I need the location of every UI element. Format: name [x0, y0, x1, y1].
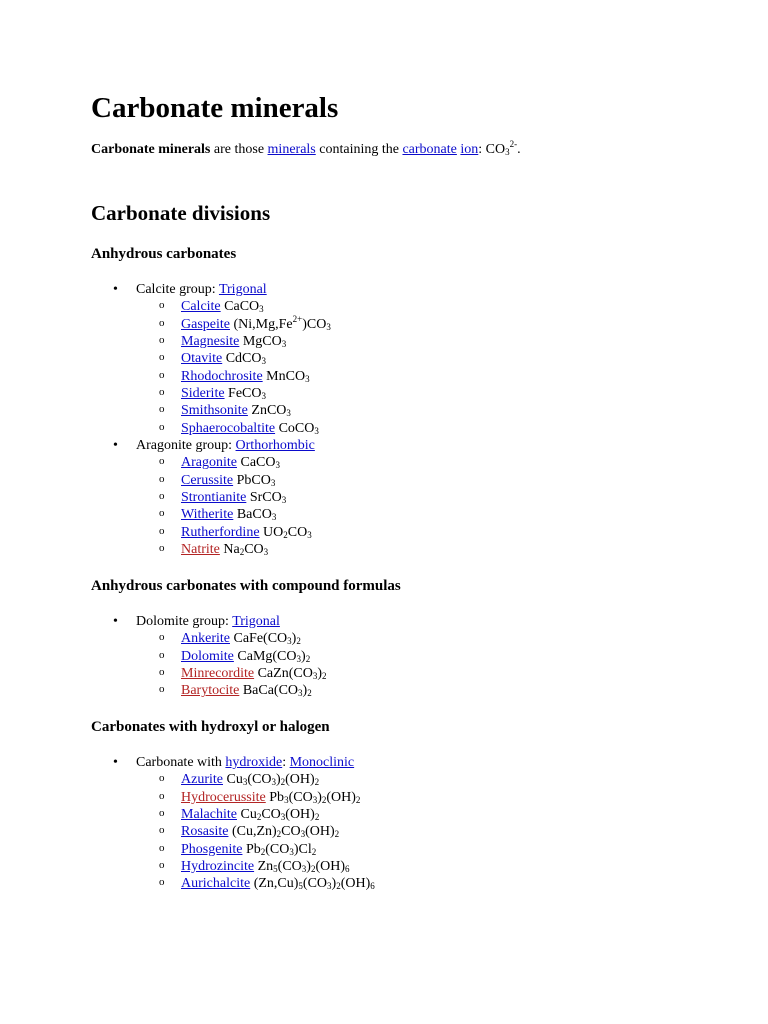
group-label: Aragonite group: — [136, 438, 236, 454]
mineral-formula: $(Cu,Zn)_2CO_3(OH)_2$ — [231, 824, 340, 840]
group-item-calcite — [91, 281, 731, 298]
mineral-formula: $CaMg(CO_3)_2$ — [237, 648, 311, 664]
list-item — [91, 368, 731, 385]
mineral-link-dolomite[interactable]: Dolomite — [181, 648, 234, 664]
mineral-link-gaspeite[interactable]: Gaspeite — [181, 316, 230, 332]
mineral-link-hydrocerussite[interactable]: Hydrocerussite — [181, 789, 266, 805]
list-item — [91, 402, 731, 419]
hydroxide-minerals — [91, 771, 731, 892]
list-item — [91, 665, 731, 682]
list-item — [91, 823, 731, 840]
mineral-link-minrecordite[interactable]: Minrecordite — [181, 666, 255, 682]
intro-bold-term: Carbonate minerals — [91, 142, 211, 157]
link-monoclinic[interactable]: Monoclinic — [289, 755, 355, 770]
mineral-formula: FeCO$_3$ — [228, 386, 266, 402]
intro-text: . — [517, 142, 521, 157]
section-heading: Carbonate divisions — [91, 201, 271, 225]
mineral-link-cerussite[interactable]: Cerussite — [181, 472, 234, 488]
dolomite-minerals — [91, 630, 731, 699]
list-item — [91, 350, 731, 367]
mineral-formula: CdCO$_3$ — [225, 351, 267, 367]
list-item — [91, 489, 731, 506]
mineral-formula: $(Zn,Cu)_5(CO_3)_2(OH)_6$ — [253, 876, 375, 892]
aragonite-minerals — [91, 454, 731, 558]
mineral-link-calcite[interactable]: Calcite — [181, 299, 221, 315]
mineral-formula: $UO_2CO_3$ — [263, 524, 312, 540]
mineral-link-phosgenite[interactable]: Phosgenite — [181, 841, 243, 857]
link-carbonate[interactable]: carbonate — [402, 142, 457, 157]
link-orthorhombic[interactable]: Orthorhombic — [235, 438, 315, 454]
mineral-link-rutherfordine[interactable]: Rutherfordine — [181, 524, 260, 540]
link-hydroxide[interactable]: hydroxide — [225, 755, 283, 770]
calcite-minerals — [91, 298, 731, 437]
superscript: 2- — [509, 139, 518, 149]
hydroxide-list — [91, 754, 731, 893]
list-item — [91, 630, 731, 647]
mineral-formula: CaCO$_3$ — [224, 299, 264, 315]
list-item — [91, 333, 731, 350]
list-item — [91, 385, 731, 402]
intro-paragraph — [91, 140, 521, 160]
group-label: Carbonate with — [136, 755, 226, 770]
mineral-link-rhodochrosite[interactable]: Rhodochrosite — [181, 368, 263, 384]
page-title: Carbonate minerals — [91, 92, 339, 124]
list-item — [91, 682, 731, 699]
list-item — [91, 313, 731, 333]
intro-text: are those — [210, 142, 268, 157]
mineral-link-strontianite[interactable]: Strontianite — [181, 490, 247, 506]
mineral-link-otavite[interactable]: Otavite — [181, 351, 223, 367]
mineral-formula: SrCO$_3$ — [249, 490, 287, 506]
mineral-link-barytocite[interactable]: Barytocite — [181, 683, 240, 699]
mineral-formula: PbCO$_3$ — [236, 472, 276, 488]
mineral-formula: $Pb_2(CO_3)Cl_2$ — [245, 841, 317, 857]
group-label: Calcite group: — [136, 282, 219, 297]
mineral-formula: $(Ni,Mg,Fe^{2+})CO_3$ — [233, 313, 331, 332]
mineral-formula: CaCO$_3$ — [240, 455, 280, 471]
list-item — [91, 771, 731, 788]
mineral-formula: $Pb_3(CO_3)_2(OH)_2$ — [269, 789, 361, 805]
list-item — [91, 806, 731, 823]
mineral-link-witherite[interactable]: Witherite — [181, 507, 234, 523]
group-item-hydroxide — [91, 754, 731, 771]
calcite-aragonite-list — [91, 281, 731, 559]
mineral-formula: MgCO$_3$ — [242, 334, 287, 350]
mineral-link-aurichalcite[interactable]: Aurichalcite — [181, 876, 251, 892]
mineral-formula: $BaCa(CO_3)_2$ — [242, 683, 312, 699]
mineral-link-siderite[interactable]: Siderite — [181, 386, 225, 402]
link-minerals[interactable]: minerals — [267, 142, 316, 157]
mineral-formula: $Zn_5(CO_3)_2(OH)_6$ — [257, 859, 350, 875]
group-item-dolomite — [91, 613, 731, 630]
mineral-formula: MnCO$_3$ — [266, 368, 310, 384]
list-item — [91, 875, 731, 892]
mineral-formula: ZnCO$_3$ — [251, 403, 291, 419]
mineral-link-smithsonite[interactable]: Smithsonite — [181, 403, 248, 419]
mineral-link-azurite[interactable]: Azurite — [181, 772, 223, 788]
list-item — [91, 420, 731, 437]
mineral-link-ankerite[interactable]: Ankerite — [181, 631, 230, 647]
list-item — [91, 506, 731, 523]
mineral-formula: CoCO$_3$ — [278, 420, 319, 436]
mineral-link-hydrozincite[interactable]: Hydrozincite — [181, 859, 255, 875]
mineral-link-malachite[interactable]: Malachite — [181, 807, 237, 823]
link-ion[interactable]: ion — [460, 142, 479, 157]
list-item — [91, 524, 731, 541]
list-item — [91, 298, 731, 315]
mineral-link-aragonite[interactable]: Aragonite — [181, 455, 237, 471]
dolomite-list — [91, 613, 731, 700]
subsection-heading-anhydrous: Anhydrous carbonates — [91, 246, 237, 262]
list-item — [91, 858, 731, 875]
mineral-formula: $CaFe(CO_3)_2$ — [233, 631, 301, 647]
intro-text: : CO — [478, 142, 506, 157]
link-trigonal[interactable]: Trigonal — [218, 282, 267, 297]
mineral-formula: $Cu_3(CO_3)_2(OH)_2$ — [226, 772, 320, 788]
list-item — [91, 454, 731, 471]
mineral-formula: BaCO$_3$ — [236, 507, 277, 523]
subsection-heading-compound: Anhydrous carbonates with compound formulas — [91, 578, 401, 594]
link-trigonal-dolomite[interactable]: Trigonal — [232, 614, 280, 629]
list-item — [91, 472, 731, 489]
intro-text: containing the — [315, 142, 403, 157]
mineral-link-magnesite[interactable]: Magnesite — [181, 334, 240, 350]
list-item — [91, 789, 731, 806]
mineral-link-sphaerocobaltite[interactable]: Sphaerocobaltite — [181, 420, 276, 436]
subsection-heading-hydroxyl: Carbonates with hydroxyl or halogen — [91, 719, 330, 735]
mineral-formula: $CaZn(CO_3)_2$ — [257, 666, 327, 682]
list-item — [91, 541, 731, 558]
mineral-formula: $Cu_2CO_3(OH)_2$ — [240, 807, 320, 823]
list-item — [91, 841, 731, 858]
mineral-link-natrite[interactable]: Natrite — [181, 542, 220, 558]
mineral-formula: $Na_2CO_3$ — [223, 542, 269, 558]
group-label-sep: : — [282, 755, 290, 770]
group-label: Dolomite group: — [136, 614, 233, 629]
list-item — [91, 648, 731, 665]
mineral-link-rosasite[interactable]: Rosasite — [181, 824, 229, 840]
group-item-aragonite — [91, 437, 731, 454]
subscript: 3 — [505, 147, 510, 157]
